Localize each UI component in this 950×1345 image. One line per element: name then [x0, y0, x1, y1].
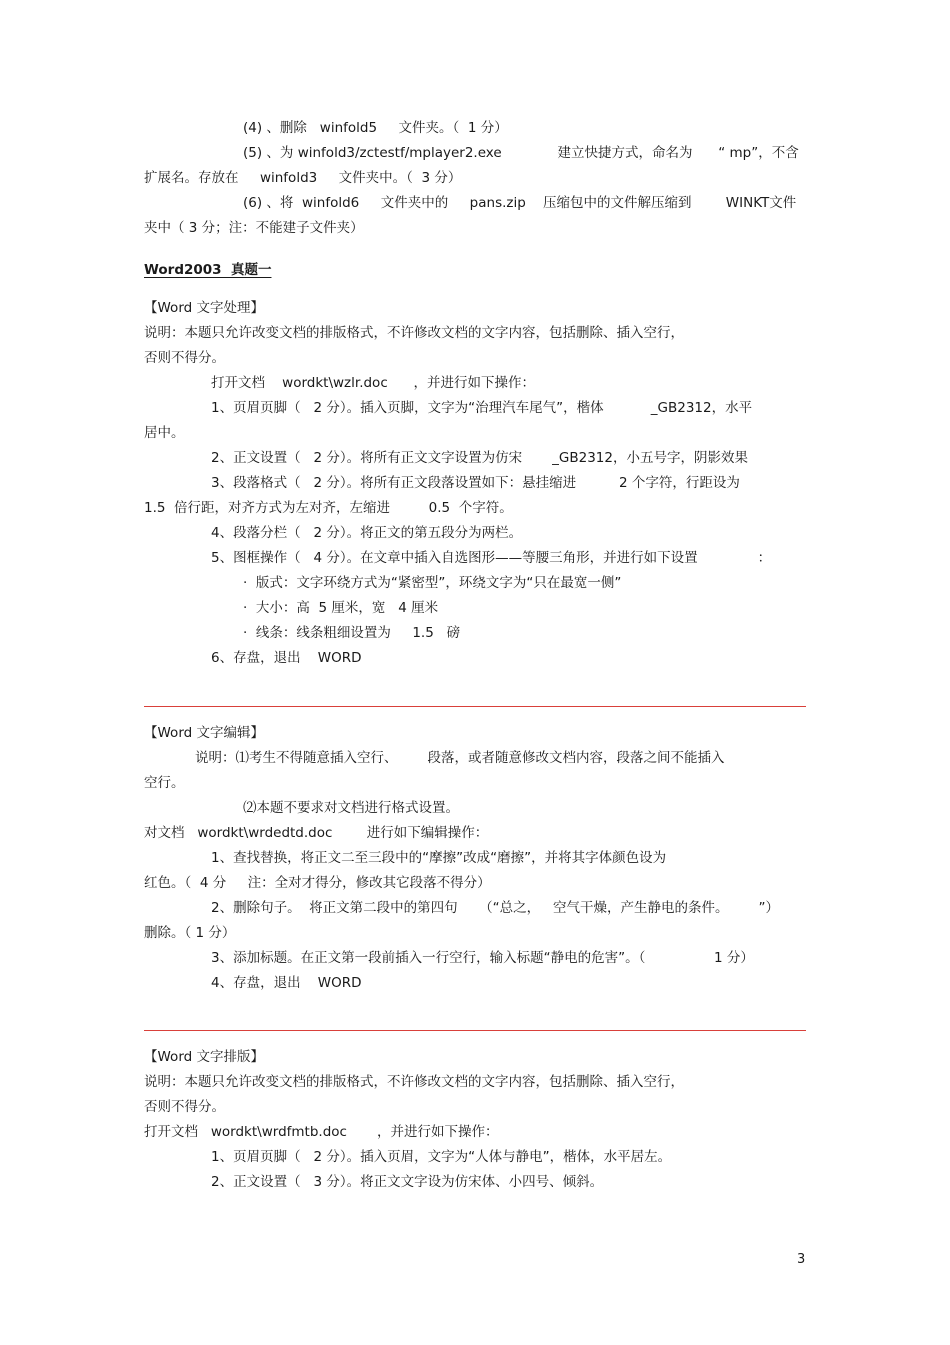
- section-divider: [144, 1030, 806, 1031]
- instruction-text: ⑵本题不要求对文档进行格式设置。: [243, 800, 459, 816]
- list-item: 1、查找替换，将正文二至三段中的“摩擦”改成“磨擦”，并将其字体颜色设为: [211, 850, 667, 866]
- instruction-text: 否则不得分。: [144, 350, 225, 366]
- list-item: (6) 、将 winfold6 文件夹中的 pans.zip 压缩包中的文件解压缩到 WINKT文件: [243, 195, 797, 211]
- page-number: 3: [797, 1252, 806, 1267]
- list-item: 2、删除句子。 将正文第二段中的第四句 （“总之， 空气干燥，产生静电的条件。 ”）: [211, 900, 780, 916]
- sub-list-item: · 线条：线条粗细设置为 1.5 磅: [243, 625, 461, 641]
- section-title: Word2003 真题一: [144, 262, 272, 278]
- list-item: 1、页眉页脚（ 2 分）。插入页脚，文字为“治理汽车尾气”，楷体 _GB2312，水平: [211, 400, 753, 416]
- list-item-continuation: 删除。（ 1 分）: [144, 925, 236, 941]
- sub-list-item: · 版式：文字环绕方式为“紧密型”，环绕文字为“只在最宽一侧”: [243, 575, 622, 591]
- instruction-text: 空行。: [144, 775, 185, 791]
- instruction-text: 对文档 wordkt\wrdedtd.doc 进行如下编辑操作：: [144, 825, 489, 841]
- instruction-text: 说明：本题只允许改变文档的排版格式，不许修改文档的文字内容，包括删除、插入空行，: [144, 325, 684, 341]
- instruction-text: 打开文档 wordkt\wzlr.doc ，并进行如下操作：: [211, 375, 535, 391]
- list-item: (5) 、为 winfold3/zctestf/mplayer2.exe 建立快捷方式，命名为 “ mp”，不含: [243, 145, 799, 161]
- section-heading: 【Word 文字编辑】: [144, 725, 264, 741]
- list-item: 6、存盘，退出 WORD: [211, 650, 362, 666]
- list-item: 4、存盘，退出 WORD: [211, 975, 362, 991]
- list-item-continuation: 1.5 倍行距，对齐方式为左对齐，左缩进 0.5 个字符。: [144, 500, 513, 516]
- sub-list-item: · 大小：高 5 厘米，宽 4 厘米: [243, 600, 439, 616]
- section-divider: [144, 706, 806, 707]
- list-item: 3、段落格式（ 2 分）。将所有正文段落设置如下：悬挂缩进 2 个字符，行距设为: [211, 475, 740, 491]
- list-item-continuation: 夹中（ 3 分；注：不能建子文件夹）: [144, 220, 364, 236]
- list-item: (4) 、删除 winfold5 文件夹。（ 1 分）: [243, 120, 508, 136]
- instruction-text: 打开文档 wordkt\wrdfmtb.doc ，并进行如下操作：: [144, 1124, 499, 1140]
- list-item-continuation: 扩展名。存放在 winfold3 文件夹中。（ 3 分）: [144, 170, 462, 186]
- list-item: 4、段落分栏（ 2 分）。将正文的第五段分为两栏。: [211, 525, 523, 541]
- list-item-continuation: 居中。: [144, 425, 185, 441]
- list-item-continuation: 红色。（ 4 分 注：全对才得分，修改其它段落不得分）: [144, 875, 491, 891]
- section-heading: 【Word 文字排版】: [144, 1049, 264, 1065]
- instruction-text: 否则不得分。: [144, 1099, 225, 1115]
- list-item: 1、页眉页脚（ 2 分）。插入页眉，文字为“人体与静电”，楷体，水平居左。: [211, 1149, 672, 1165]
- list-item: 3、添加标题。在正文第一段前插入一行空行，输入标题“静电的危害”。（ 1 分）: [211, 950, 754, 966]
- instruction-text: 说明：本题只允许改变文档的排版格式，不许修改文档的文字内容，包括删除、插入空行，: [144, 1074, 684, 1090]
- instruction-text: 说明：⑴考生不得随意插入空行、 段落，或者随意修改文档内容，段落之间不能插入: [195, 750, 725, 766]
- list-item: 5、图框操作（ 4 分）。在文章中插入自选图形——等腰三角形，并进行如下设置 ：: [211, 550, 772, 566]
- list-item: 2、正文设置（ 3 分）。将正文文字设为仿宋体、小四号、倾斜。: [211, 1174, 604, 1190]
- section-heading: 【Word 文字处理】: [144, 300, 264, 316]
- list-item: 2、正文设置（ 2 分）。将所有正文文字设置为仿宋 _GB2312，小五号字，阴影效果: [211, 450, 748, 466]
